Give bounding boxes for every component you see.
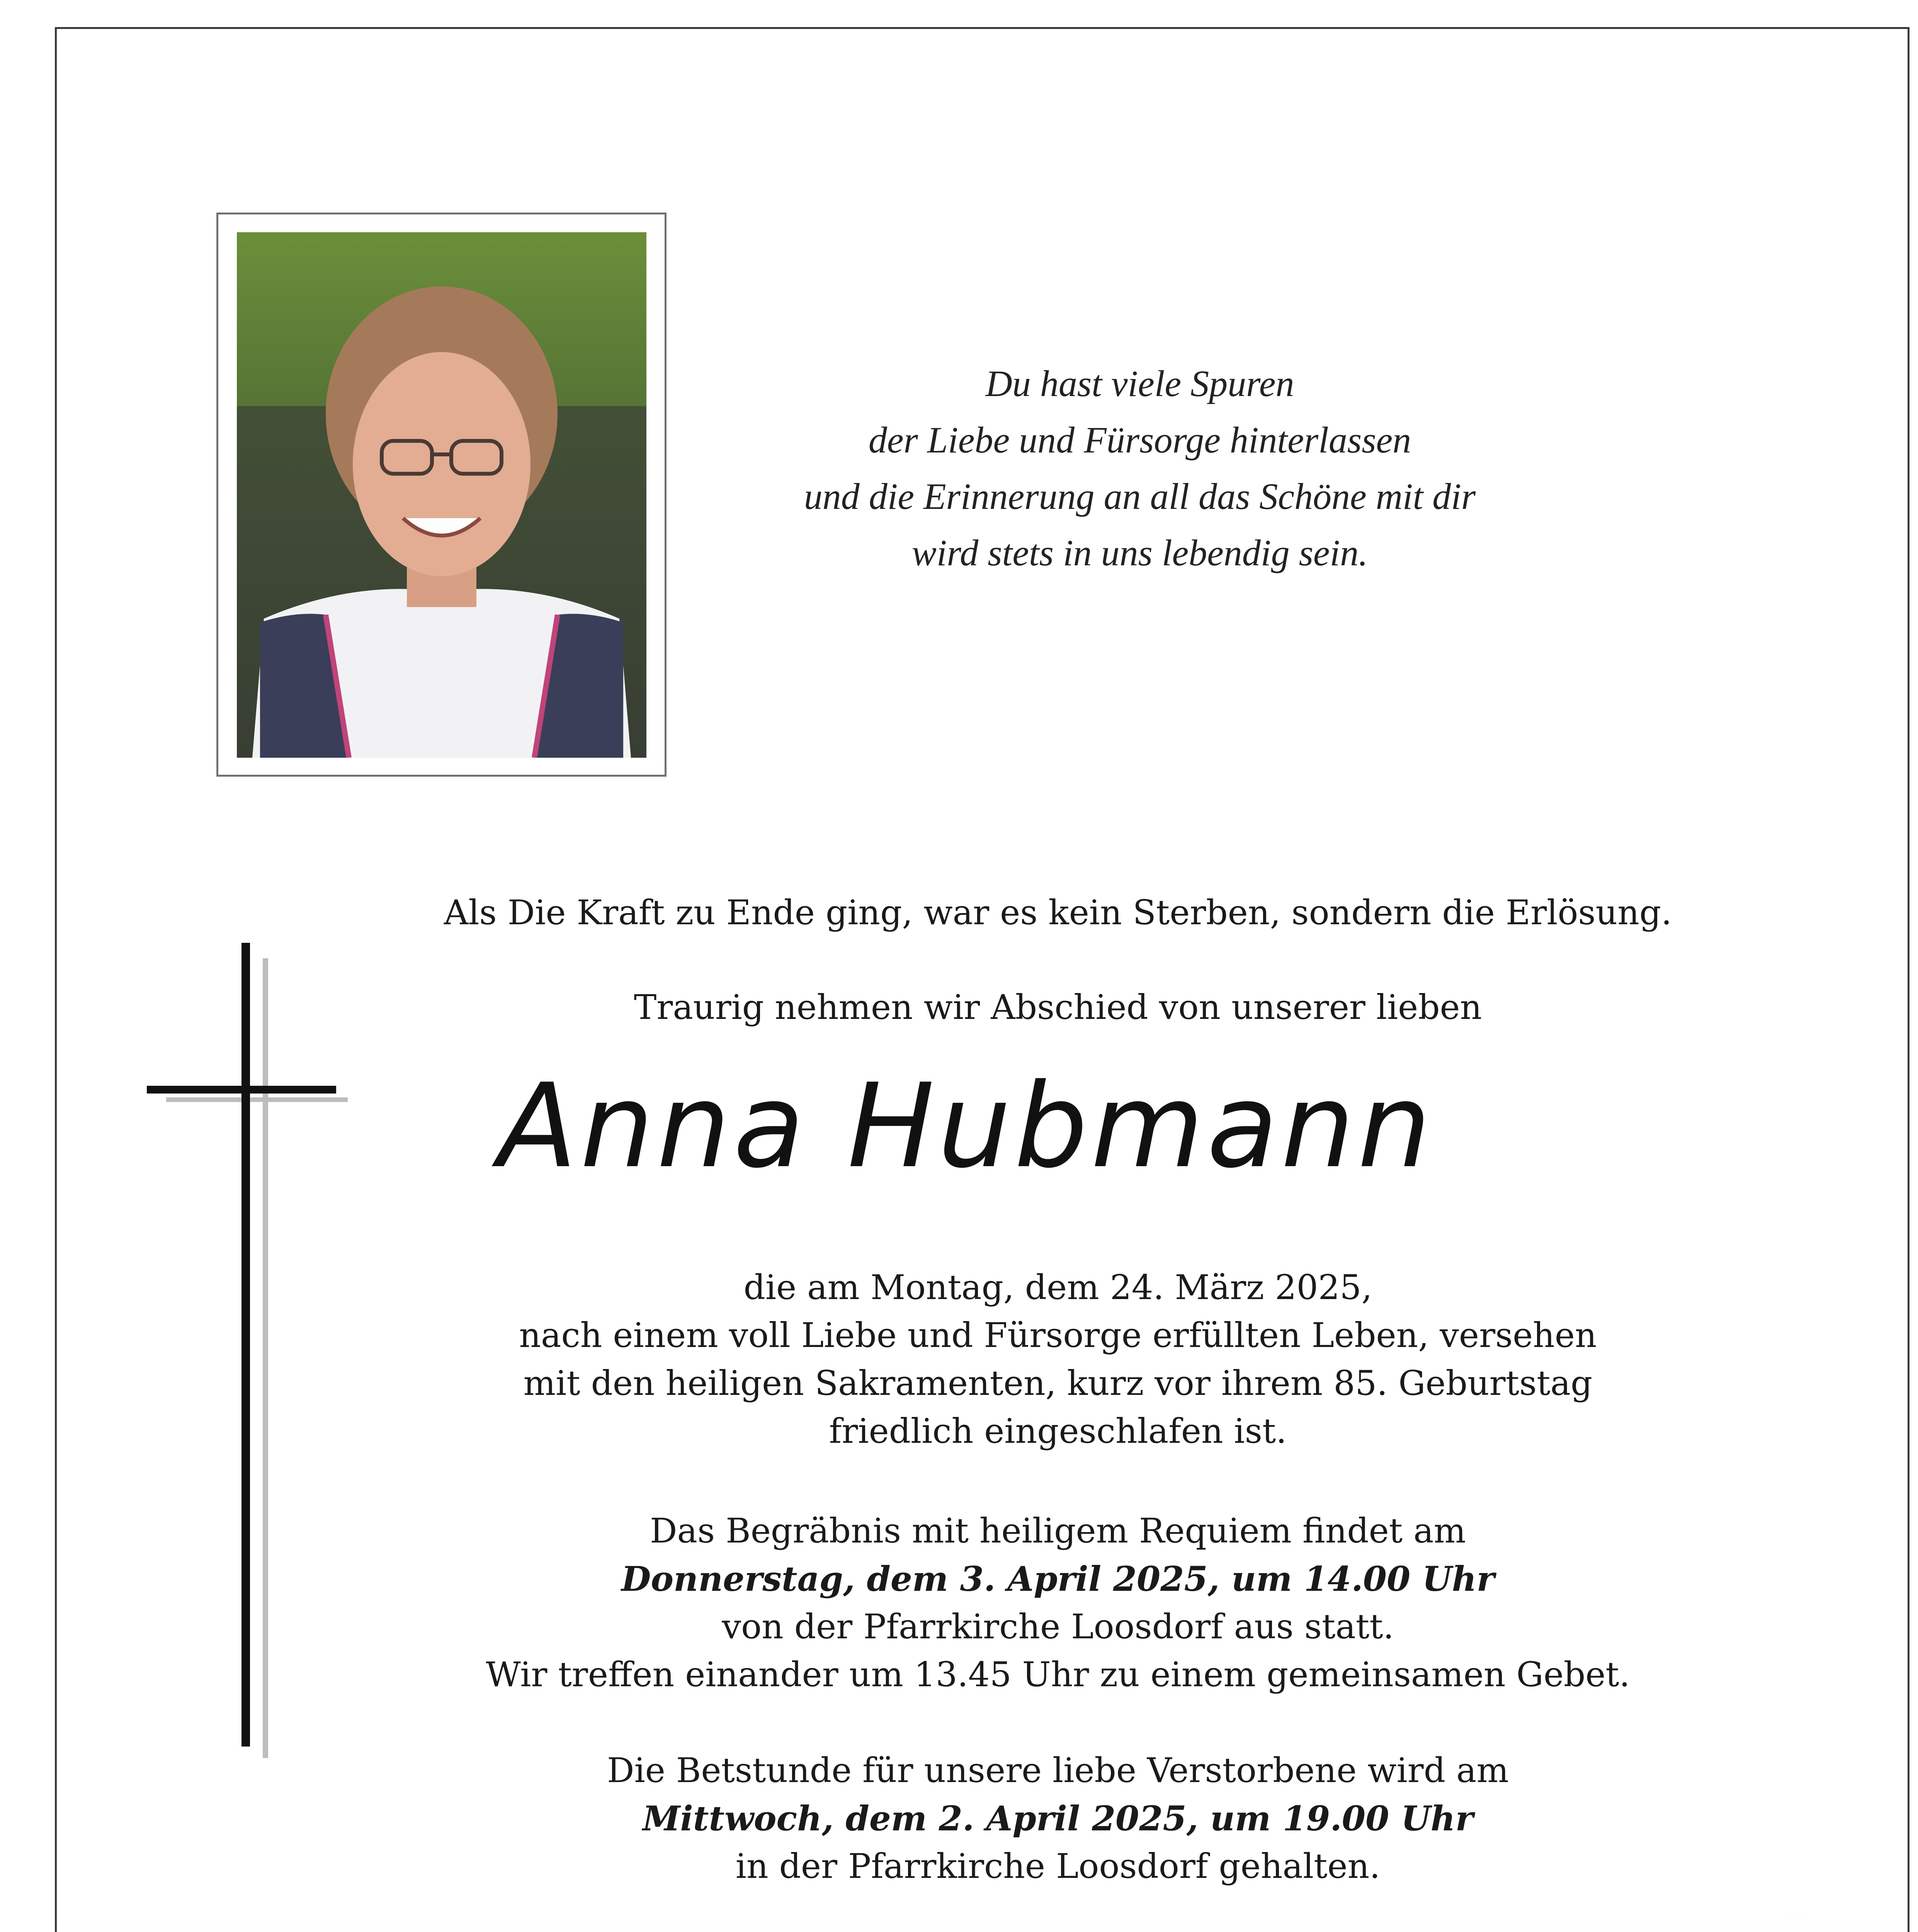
poem-line: der Liebe und Fürsorge hinterlassen	[868, 419, 1411, 461]
poem-line: wird stets in uns lebendig sein.	[911, 532, 1368, 573]
prayer-date: Mittwoch, dem 2. April 2025, um 19.00 Uhr	[642, 1798, 1474, 1838]
death-line: nach einem voll Liebe und Fürsorge erfüllten Leben, versehen	[519, 1315, 1597, 1355]
death-text	[99, 1264, 1918, 1455]
prayer-line: Die Betstunde für unsere liebe Verstorbene wird am	[607, 1750, 1509, 1790]
prayer-line: in der Pfarrkirche Loosdorf gehalten.	[735, 1846, 1381, 1886]
deceased-name: Anna Hubmann	[498, 1059, 1434, 1194]
death-line: mit den heiligen Sakramenten, kurz vor ihrem 85. Geburtstag	[523, 1363, 1593, 1403]
portrait-photo	[216, 213, 667, 777]
funeral-line: Wir treffen einander um 13.45 Uhr zu einem gemeinsamen Gebet.	[486, 1655, 1630, 1694]
death-line: friedlich eingeschlafen ist.	[829, 1411, 1287, 1451]
farewell-line: Traurig nehmen wir Abschied von unserer lieben	[634, 987, 1482, 1027]
flower-background	[57, 1913, 1908, 1932]
funeral-line: Das Begräbnis mit heiligem Requiem findet am	[650, 1511, 1466, 1551]
funeral-date: Donnerstag, dem 3. April 2025, um 14.00 Uhr	[621, 1559, 1495, 1599]
death-line: die am Montag, dem 24. März 2025,	[743, 1267, 1372, 1307]
funeral-info	[99, 1507, 1918, 1699]
poem-line: Du hast viele Spuren	[985, 363, 1294, 404]
prayer-info	[99, 1747, 1918, 1890]
poem	[773, 355, 1507, 581]
poem-line: und die Erinnerung an all das Schöne mit dir	[804, 476, 1476, 517]
funeral-line: von der Pfarrkirche Loosdorf aus statt.	[722, 1607, 1394, 1646]
intro-line: Als Die Kraft zu Ende ging, war es kein Sterben, sondern die Erlösung.	[444, 893, 1672, 932]
